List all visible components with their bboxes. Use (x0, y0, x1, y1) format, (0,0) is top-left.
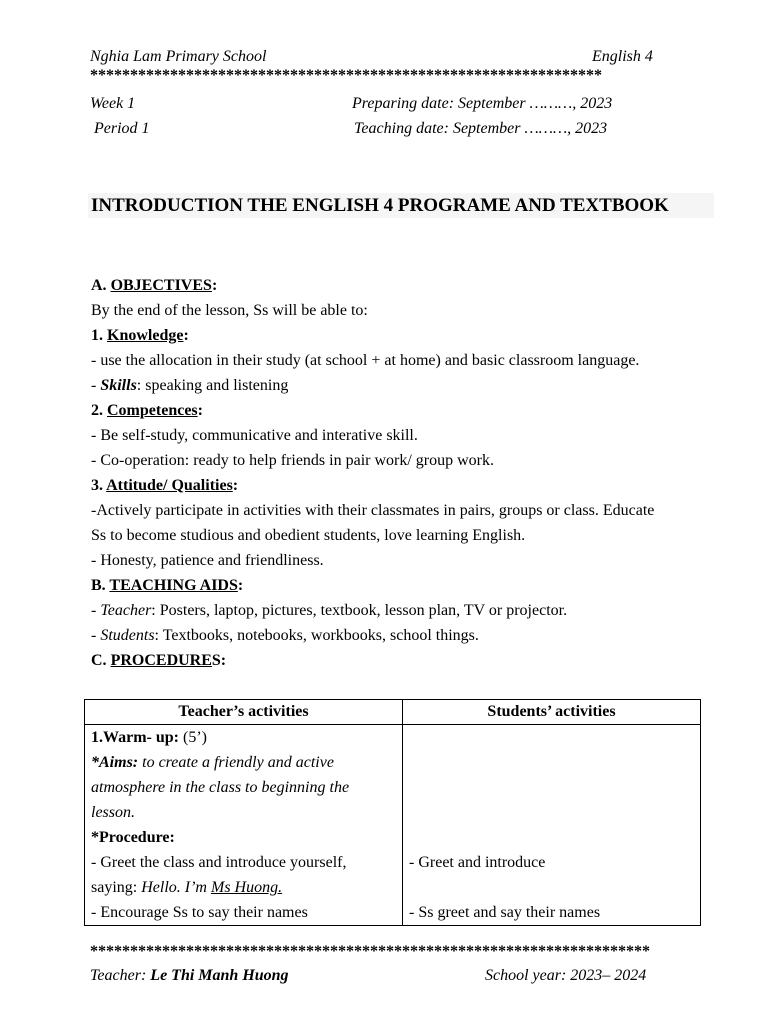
aids-students-prefix: - (91, 627, 101, 644)
attitude-line-2: Ss to become studious and obedient students, love learning English. (91, 527, 526, 544)
aids-students-label: Students (100, 627, 155, 644)
attitude-line-3: - Honesty, patience and friendliness. (91, 552, 324, 569)
procedures-table (84, 699, 701, 926)
objectives-heading (91, 273, 731, 298)
procedures-heading (91, 648, 731, 673)
teacher-activities-cell (85, 725, 403, 926)
aims-line-1 (91, 750, 396, 775)
table-header-row (85, 700, 701, 725)
attitude-line-1: -Actively participate in activities with their classmates in pairs, groups or class. Educate (91, 502, 655, 519)
aids-prefix: B. (91, 577, 110, 594)
teacher-name-phrase: Ms Huong. (210, 879, 283, 896)
teacher-step-1: - Greet the class and introduce yourself, (91, 854, 347, 871)
attitude-colon: : (232, 477, 239, 494)
aids-students-line (91, 623, 731, 648)
procedures-label: PROCEDURE (110, 652, 212, 669)
subject-name: English 4 (592, 48, 653, 65)
competences-prefix: 2. (91, 402, 107, 419)
teacher-step-2: - Encourage Ss to say their names (91, 904, 308, 921)
aids-label: TEACHING AIDS (109, 577, 238, 594)
procedures-prefix: C. (91, 652, 111, 669)
week-label: Week 1 (90, 95, 136, 112)
skills-prefix: - (91, 377, 101, 394)
col-teacher-header: Teacher’s activities (85, 700, 403, 725)
preparing-date: Preparing date: September ………, 2023 (352, 95, 613, 112)
knowledge-heading (91, 323, 731, 348)
col-students-header: Students’ activities (403, 700, 701, 725)
aids-students-text: : Textbooks, notebooks, workbooks, school things. (154, 627, 479, 644)
competences-line-2: - Co-operation: ready to help friends in pair work/ group work. (91, 452, 495, 469)
teaching-aids-heading (91, 573, 731, 598)
student-step-1: - Greet and introduce (409, 854, 546, 871)
warmup-time: (5’) (179, 729, 207, 746)
objectives-colon: : (211, 277, 218, 294)
objectives-label: OBJECTIVES (110, 277, 212, 294)
greeting-phrase: Hello. I’m (141, 879, 211, 896)
attitude-heading (91, 473, 731, 498)
lesson-body (91, 273, 731, 673)
objectives-intro: By the end of the lesson, Ss will be able to: (91, 302, 368, 319)
footer-teacher-name: Le Thi Manh Huong (150, 967, 289, 984)
aims-text-1: to create a friendly and active (138, 754, 334, 771)
attitude-prefix: 3. (91, 477, 107, 494)
aids-teacher-text: : Posters, laptop, pictures, textbook, lesson plan, TV or projector. (151, 602, 568, 619)
skills-line (91, 373, 731, 398)
footer-school-year: School year: 2023– 2024 (485, 967, 647, 984)
competences-label: Competences (107, 402, 198, 419)
teacher-step-1-cont (91, 875, 396, 900)
footer-teacher (90, 966, 289, 986)
competences-colon: : (197, 402, 203, 419)
aims-label: *Aims: (91, 754, 139, 771)
aids-colon: : (237, 577, 244, 594)
lesson-title: INTRODUCTION THE ENGLISH 4 PROGRAME AND TEXTBOOK (88, 193, 714, 218)
warmup-label: 1.Warm- up: (91, 729, 179, 746)
footer-teacher-label: Teacher: (90, 967, 151, 984)
attitude-label: Attitude/ Qualities (106, 477, 233, 494)
competences-heading (91, 398, 731, 423)
aims-line-2: atmosphere in the class to beginning the (91, 779, 350, 796)
students-activities-cell (403, 725, 701, 926)
saying-prefix: saying: (91, 879, 142, 896)
table-row (85, 725, 701, 926)
period-label: Period 1 (94, 120, 150, 137)
competences-line-1: - Be self-study, communicative and interative skill. (91, 427, 418, 444)
aids-teacher-label: Teacher (100, 602, 152, 619)
header-star-divider: **************************************************************** (90, 68, 602, 84)
student-step-2: - Ss greet and say their names (409, 904, 601, 921)
skills-text: : speaking and listening (136, 377, 289, 394)
teaching-date: Teaching date: September ………, 2023 (354, 120, 608, 137)
aids-teacher-prefix: - (91, 602, 101, 619)
knowledge-label: Knowledge (107, 327, 184, 344)
footer-star-divider: ********************************************************************** (90, 944, 650, 960)
aims-line-3: lesson. (91, 804, 135, 821)
aids-teacher-line (91, 598, 731, 623)
school-name: Nghia Lam Primary School (90, 48, 267, 65)
procedures-suffix: S: (211, 652, 227, 669)
procedure-label: *Procedure: (91, 829, 175, 846)
objectives-prefix: A. (91, 277, 111, 294)
warmup-line (91, 725, 396, 750)
knowledge-prefix: 1. (91, 327, 107, 344)
knowledge-colon: : (183, 327, 189, 344)
skills-label: Skills (100, 377, 137, 394)
knowledge-line: - use the allocation in their study (at school + at home) and basic classroom language. (91, 352, 640, 369)
